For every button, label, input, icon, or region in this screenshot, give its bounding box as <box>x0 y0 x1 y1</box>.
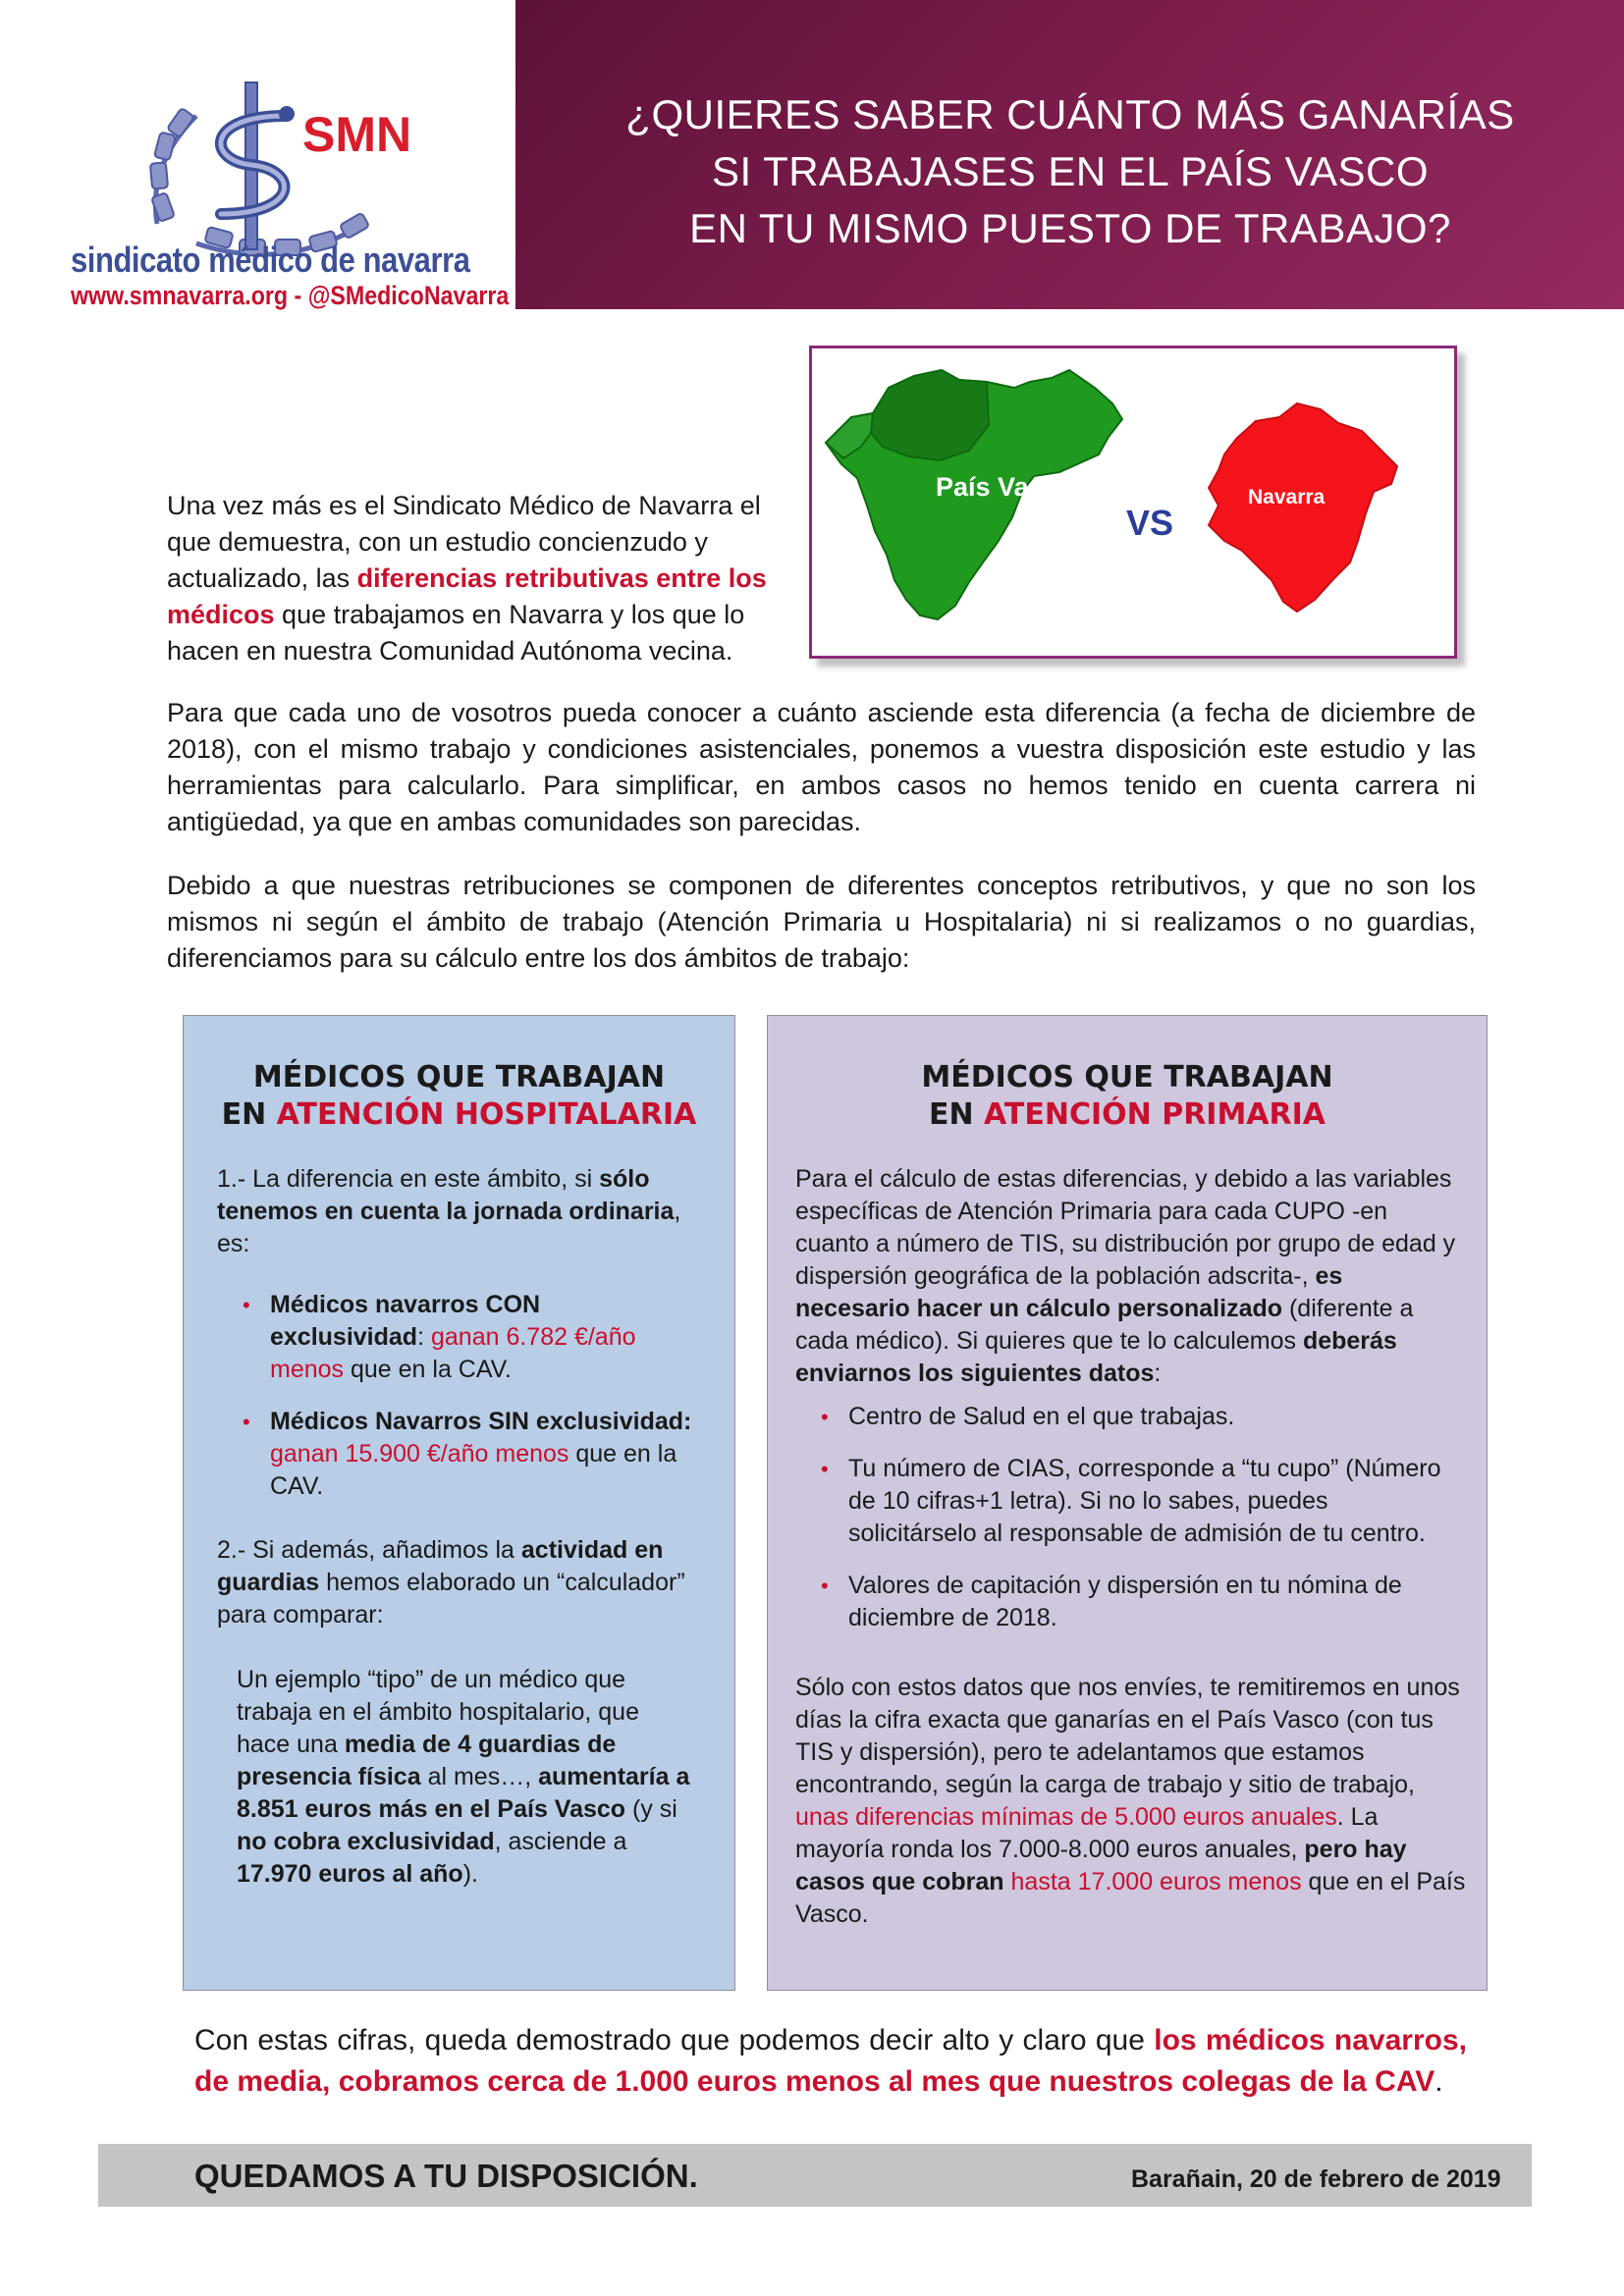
paragraph-scopes: Debido a que nuestras retribuciones se componen de diferentes conceptos retributivos, y que no son los mismos ni según el ámbito de trabajo (Atención Primaria u Hospitalaria) ni si realizamos o no guardias, diferenciamos para su cálculo entre los dos ámbitos de trabajo: <box>167 871 1476 973</box>
hospital-point-2: 2.- Si además, añadimos la actividad en guardias hemos elaborado un “calculador” para comparar: <box>217 1536 685 1629</box>
hospital-care-box <box>183 1015 735 1991</box>
conclusion-highlight: los médicos navarros, de media, cobramos cerca de 1.000 euros menos al mes que nuestros colegas de la CAV <box>194 2024 1467 2098</box>
primary-title-highlight: ATENCIÓN PRIMARIA <box>984 1097 1326 1132</box>
list-item: • Centro de Salud en el que trabajas. <box>821 1401 1459 1433</box>
map-label-navarra: Navarra <box>1248 486 1326 508</box>
title-line-1: ¿QUIERES SABER CUÁNTO MÁS GANARÍAS <box>625 91 1515 137</box>
primary-required-data <box>821 1401 1459 1654</box>
footer-date: Barañain, 20 de febrero de 2019 <box>1131 2165 1501 2193</box>
hospital-example: Un ejemplo “tipo” de un médico que trabaja en el ámbito hospitalario, que hace una media de 4 guardias de presencia física al mes…, aumentaría a 8.851 euros más en el País Vasco (y si no cobra exclusividad, asciende a 17.970 euros al año). <box>237 1666 690 1888</box>
title-line-2: SI TRABAJASES EN EL PAÍS VASCO <box>711 148 1430 194</box>
map-comparison-box <box>809 346 1457 659</box>
primary-title-prefix: EN <box>928 1097 985 1132</box>
hospital-point-1: 1.- La diferencia en este ámbito, si sólo tenemos en cuenta la jornada ordinaria, es: <box>217 1165 681 1257</box>
hospital-box-title <box>184 1059 734 1134</box>
logo-name: sindicato médico de navarra <box>71 240 470 280</box>
intro-highlight: diferencias retributivas entre los médicos <box>167 563 767 629</box>
logo-website: www.smnavarra.org - @SMedicoNavarra <box>71 281 510 310</box>
primary-intro: Para el cálculo de estas diferencias, y debido a las variables específicas de Atención Primaria para cada CUPO -en cuanto a número de TIS, su distribución por grupo de edad y dispersión geográfica de la población adscrita-, es necesario hacer un cálculo personalizado (diferente a cada médico). Si quieres que te lo calculemos deberás enviarnos los siguientes datos: <box>795 1165 1456 1387</box>
list-item: • Médicos navarros CON exclusividad: ganan 6.782 €/año menos que en la CAV. <box>243 1289 696 1386</box>
logo-acronym: SMN <box>302 107 412 162</box>
hospital-title-line-1: MÉDICOS QUE TRABAJAN <box>252 1060 666 1095</box>
primary-box-title <box>768 1059 1487 1134</box>
hospital-title-highlight: ATENCIÓN HOSPITALARIA <box>276 1097 697 1132</box>
intro-text-2: que trabajamos en Navarra y los que lo hacen en nuestra Comunidad Autónoma vecina. <box>167 600 745 666</box>
primary-results: Sólo con estos datos que nos envíes, te remitiremos en unos días la cifra exacta que ganarías en el País Vasco (con tus TIS y dispersión), pero te adelantamos que estamos encontrando, según la carga de trabajo y sitio de trabajo, unas diferencias mínimas de 5.000 euros anuales. La mayoría ronda los 7.000-8.000 euros anuales, pero hay casos que cobran hasta 17.000 euros menos que en el País Vasco. <box>795 1674 1466 1928</box>
hospital-bullets <box>243 1289 696 1522</box>
versus-label: VS <box>1126 503 1174 543</box>
conclusion-paragraph: Con estas cifras, queda demostrado que podemos decir alto y claro que los médicos navarros, de media, cobramos cerca de 1.000 euros menos al mes que nuestros colegas de la CAV. <box>194 2024 1467 2098</box>
hospital-title-prefix: EN <box>221 1097 277 1132</box>
map-illustration <box>812 348 1454 656</box>
conclusion-text: Con estas cifras, queda demostrado que podemos decir alto y claro que <box>194 2024 1155 2056</box>
list-item: • Valores de capitación y dispersión en tu nómina de diciembre de 2018. <box>821 1570 1459 1634</box>
list-item: • Médicos Navarros SIN exclusividad: ganan 15.900 €/año menos que en la CAV. <box>243 1406 696 1503</box>
page-title <box>550 86 1591 257</box>
intro-text-1: Una vez más es el Sindicato Médico de Navarra el que demuestra, con un estudio concienzudo y actualizado, las <box>167 491 761 593</box>
primary-care-box <box>767 1015 1488 1991</box>
map-label-pais-vasco: País Vasco <box>936 472 1075 502</box>
title-line-3: EN TU MISMO PUESTO DE TRABAJO? <box>689 205 1451 251</box>
list-item: • Tu número de CIAS, corresponde a “tu cupo” (Número de 10 cifras+1 letra). Si no lo sabes, puedes solicitárselo al responsable de admisión de tu centro. <box>821 1453 1459 1550</box>
paragraph-study: Para que cada uno de vosotros pueda conocer a cuánto asciende esta diferencia (a fecha de diciembre de 2018), con el mismo trabajo y condiciones asistenciales, ponemos a vuestra disposición este estudio y las herramientas para calcularlo. Para simplificar, en ambos casos no hemos tenido en cuenta carrera ni antigüedad, ya que en ambas comunidades son parecidas. <box>167 698 1476 836</box>
primary-title-line-1: MÉDICOS QUE TRABAJAN <box>921 1060 1333 1095</box>
footer-availability: QUEDAMOS A TU DISPOSICIÓN. <box>194 2158 698 2194</box>
intro-paragraph <box>167 488 781 669</box>
